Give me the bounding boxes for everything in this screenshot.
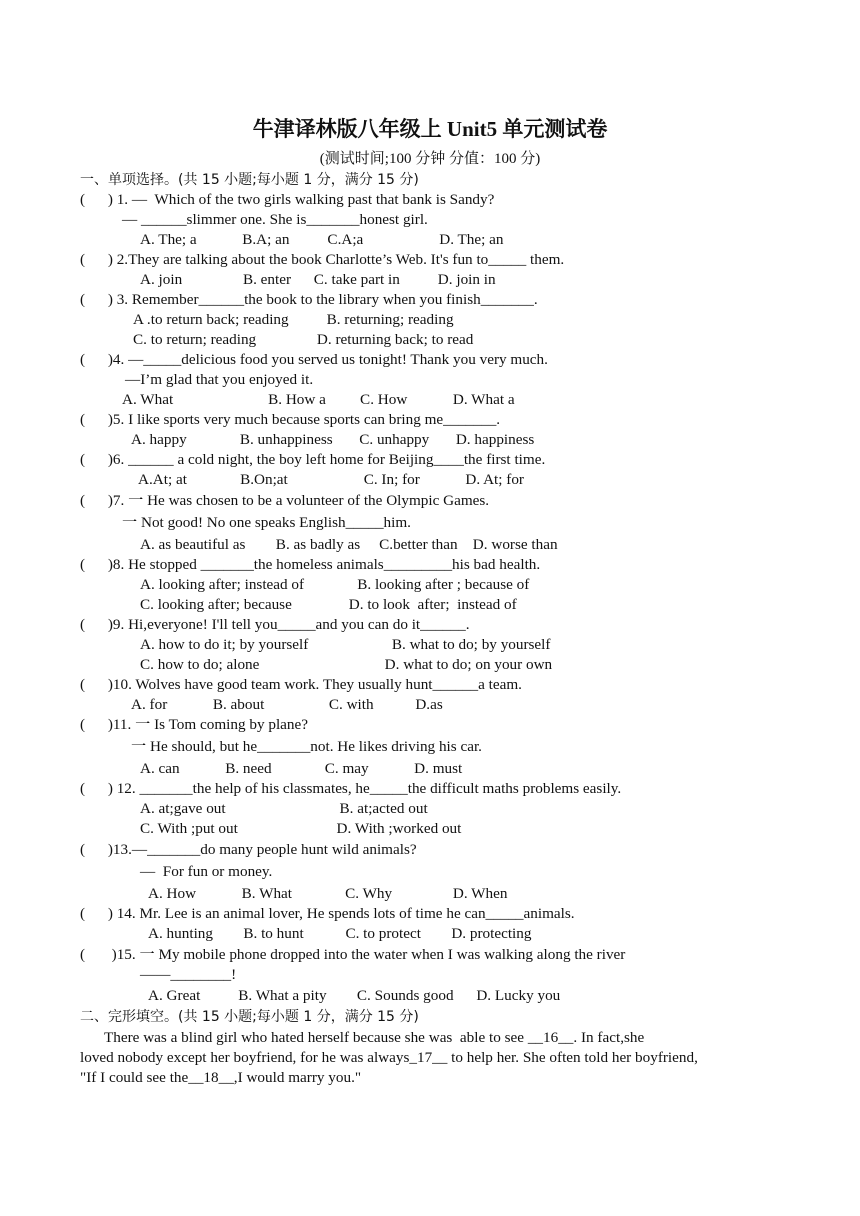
question-5-options: A. happy B. unhappiness C. unhappy D. happiness	[131, 431, 535, 448]
question-8: ( )8. He stopped _______the homeless animals_________his bad health.	[80, 556, 541, 573]
page-title: 牛津译林版八年级上 Unit5 单元测试卷	[252, 117, 608, 141]
question-10-options: A. for B. about C. with D.as	[131, 696, 443, 713]
question-9: ( )9. Hi,everyone! I'll tell you_____and you can do it______.	[80, 616, 470, 633]
question-9-options-a: A. how to do it; by yourself B. what to do; by yourself	[140, 636, 551, 653]
cloze-paragraph-line-1: There was a blind girl who hated herself because she was able to see __16__. In fact,she	[104, 1029, 645, 1046]
cloze-paragraph-line-2: loved nobody except her boyfriend, for he was always_17__ to help her. She often told her boyfriend,	[80, 1049, 698, 1066]
question-4: ( )4. —_____delicious food you served us tonight! Thank you very much.	[80, 351, 548, 368]
question-7-options: A. as beautiful as B. as badly as C.better than D. worse than	[140, 536, 558, 553]
section-heading-1: 一、单项选择。(共 15 小题;每小题 1 分，满分 15 分)	[80, 172, 419, 188]
question-11-options: A. can B. need C. may D. must	[140, 760, 463, 777]
question-6-options: A.At; at B.On;at C. In; for D. At; for	[138, 471, 524, 488]
question-8-options-b: C. looking after; because D. to look after; instead of	[140, 596, 517, 613]
question-12-options-a: A. at;gave out B. at;acted out	[140, 800, 428, 817]
question-11-dialogue: 一 He should, but he_______not. He likes driving his car.	[131, 738, 482, 755]
question-14: ( ) 14. Mr. Lee is an animal lover, He spends lots of time he can_____animals.	[80, 905, 575, 922]
question-15: ( )15. 一 My mobile phone dropped into the water when I was walking along the river	[80, 946, 626, 963]
question-15-options: A. Great B. What a pity C. Sounds good D. Lucky you	[148, 987, 561, 1004]
question-3: ( ) 3. Remember______the book to the library when you finish_______.	[80, 291, 538, 308]
question-12: ( ) 12. _______the help of his classmates, he_____the difficult maths problems easily.	[80, 780, 622, 797]
question-3-options-b: C. to return; reading D. returning back; to read	[133, 331, 474, 348]
question-1-options: A. The; a B.A; an C.A;a D. The; an	[140, 231, 504, 248]
question-1-dialogue: — ______slimmer one. She is_______honest girl.	[122, 211, 428, 228]
question-13-dialogue: — For fun or money.	[140, 863, 273, 880]
cloze-paragraph-line-3: "If I could see the__18__,I would marry you."	[80, 1069, 362, 1086]
question-11: ( )11. 一 Is Tom coming by plane?	[80, 716, 308, 733]
question-2: ( ) 2.They are talking about the book Charlotte’s Web. It's fun to_____ them.	[80, 251, 565, 268]
question-13-options: A. How B. What C. Why D. When	[148, 885, 508, 902]
question-4-dialogue: —I’m glad that you enjoyed it.	[125, 371, 314, 388]
question-5: ( )5. I like sports very much because sports can bring me_______.	[80, 411, 501, 428]
question-15-dialogue: ——________!	[140, 966, 237, 983]
question-4-options: A. What B. How a C. How D. What a	[122, 391, 515, 408]
question-2-options: A. join B. enter C. take part in D. join in	[140, 271, 496, 288]
question-14-options: A. hunting B. to hunt C. to protect D. protecting	[148, 925, 532, 942]
question-10: ( )10. Wolves have good team work. They usually hunt______a team.	[80, 676, 522, 693]
question-7: ( )7. 一 He was chosen to be a volunteer of the Olympic Games.	[80, 492, 490, 509]
question-6: ( )6. ______ a cold night, the boy left home for Beijing____the first time.	[80, 451, 546, 468]
question-1: ( ) 1. — Which of the two girls walking past that bank is Sandy?	[80, 191, 495, 208]
question-12-options-b: C. With ;put out D. With ;worked out	[140, 820, 462, 837]
question-8-options-a: A. looking after; instead of B. looking after ; because of	[140, 576, 530, 593]
question-13: ( )13.—_______do many people hunt wild animals?	[80, 841, 417, 858]
section-heading-2: 二、完形填空。(共 15 小题;每小题 1 分，满分 15 分)	[80, 1009, 419, 1025]
page-subtitle: (测试时间;100 分钟 分值：100 分)	[319, 151, 541, 167]
question-7-dialogue: 一 Not good! No one speaks English_____him.	[122, 514, 411, 531]
question-9-options-b: C. how to do; alone D. what to do; on your own	[140, 656, 553, 673]
question-3-options-a: A .to return back; reading B. returning; reading	[133, 311, 454, 328]
